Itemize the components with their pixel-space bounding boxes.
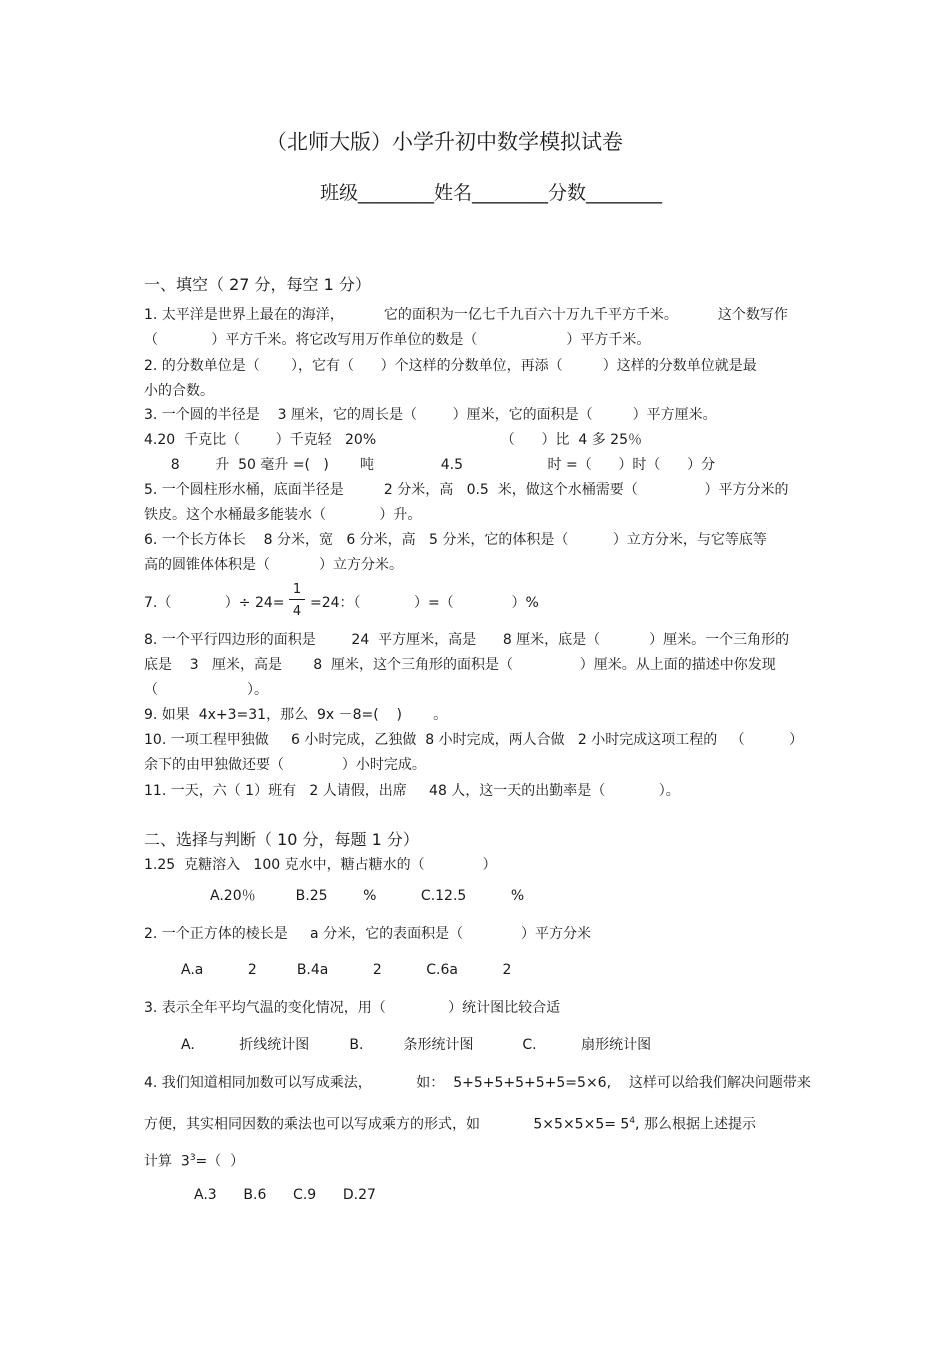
- q10-line2: 余下的由甲独做还要（ ）小时完成。: [144, 757, 426, 773]
- q6-line2: 高的圆锥体体积是（ ）立方分米。: [144, 557, 403, 573]
- fraction-numerator: 1: [292, 582, 302, 597]
- q5-line2: 铁皮。这个水桶最多能装水（ ）升。: [144, 507, 422, 523]
- section1-heading: 一、填空（ 27 分，每空 1 分）: [144, 275, 371, 294]
- mc-q4-line2-text: 方便，其实相同因数的乘法也可以写成乘方的形式，如 5×5×5×5= 5: [144, 1116, 630, 1133]
- q9-line: 9. 如果 4x+3=31，那么 9x －8=( ) 。: [144, 707, 448, 723]
- mc-q1-options: A.20％ B.25 % C.12.5 %: [210, 888, 525, 904]
- q2-line1: 2. 的分数单位是（ ），它有（ ）个这样的分数单位，再添（ ）这样的分数单位就是最: [144, 358, 757, 374]
- q2-line2: 小的合数。: [144, 383, 214, 399]
- mc-q4-options: A.3 B.6 C.9 D.27: [194, 1187, 376, 1203]
- q11-line: 11. 一天，六（ 1）班有 2 人请假，出席 48 人，这一天的出勤率是（ ）。: [144, 783, 680, 799]
- q7-part1: 7.（ ）÷ 24=: [144, 595, 285, 611]
- mc-q4-line3-text: 计算 3: [144, 1153, 190, 1170]
- page-title: （北师大版）小学升初中数学模拟试卷: [266, 130, 623, 154]
- student-info-line: 班级________姓名________分数________: [320, 182, 663, 204]
- exponent-4: 4: [629, 1116, 636, 1126]
- q3-line: 3. 一个圆的半径是 3 厘米，它的周长是（ ）厘米，它的面积是（ ）平方厘米。: [144, 407, 717, 423]
- mc-q3-options: A. 折线统计图 B. 条形统计图 C. 扇形统计图: [181, 1037, 652, 1053]
- q4-line2: 8 升 50 毫升 =( ) 吨 4.5 时 =（ ）时（ ）分: [144, 457, 716, 473]
- mc-q2-stem: 2. 一个正方体的棱长是 a 分米，它的表面积是（ ）平方分米: [144, 926, 591, 942]
- mc-q4-line1: 4. 我们知道相同加数可以写成乘法， 如： 5+5+5+5+5+5=5×6, 这样可以给我们解决问题带来: [144, 1075, 811, 1091]
- fraction-denominator: 4: [292, 604, 302, 619]
- q1-line2: （ ）平方千米。将它改写用万作单位的数是（ ）平方千米。: [144, 332, 651, 348]
- q1-line1: 1. 太平洋是世界上最在的海洋， 它的面积为一亿七千九百六十万九千平方千米。 这个数写作: [144, 307, 788, 323]
- mc-q3-stem: 3. 表示全年平均气温的变化情况，用（ ）统计图比较合适: [144, 1000, 561, 1016]
- section2-heading: 二、选择与判断（ 10 分，每题 1 分）: [144, 830, 419, 849]
- q5-line1: 5. 一个圆柱形水桶，底面半径是 2 分米，高 0.5 米，做这个水桶需要（ ）平方分米的: [144, 482, 789, 498]
- mc-q4-line3-tail: =（ ）: [195, 1153, 245, 1170]
- mc-q4-line2-tail: , 那么根据上述提示: [635, 1116, 756, 1133]
- q8-line3: （ ）。: [144, 682, 269, 698]
- mc-q4-line2: [144, 1112, 756, 1134]
- q7-part2: =24：（ ）=（ ）%: [310, 595, 539, 611]
- q8-line2: 底是 3 厘米，高是 8 厘米，这个三角形的面积是（ ）厘米。从上面的描述中你发现: [144, 657, 776, 673]
- fraction-bar: [289, 599, 305, 600]
- q8-line1: 8. 一个平行四边形的面积是 24 平方厘米，高是 8 厘米，底是（ ）厘米。一个三角形的: [144, 632, 790, 648]
- q4-line1: 4.20 千克比（ ）千克轻 20% （ ）比 4 多 25％: [144, 432, 642, 448]
- mc-q2-options: A.a 2 B.4a 2 C.6a 2: [181, 962, 512, 978]
- exponent-3: 3: [189, 1153, 196, 1163]
- q10-line1: 10. 一项工程甲独做 6 小时完成，乙独做 8 小时完成，两人合做 2 小时完成这项工程的 （ ）: [144, 732, 804, 748]
- mc-q1-stem: 1.25 克糖溶入 100 克水中，糖占糖水的（ ）: [144, 857, 497, 873]
- q6-line1: 6. 一个长方体长 8 分米，宽 6 分米，高 5 分米，它的体积是（ ）立方分米，与它等底等: [144, 532, 767, 548]
- mc-q4-line3: [144, 1149, 244, 1171]
